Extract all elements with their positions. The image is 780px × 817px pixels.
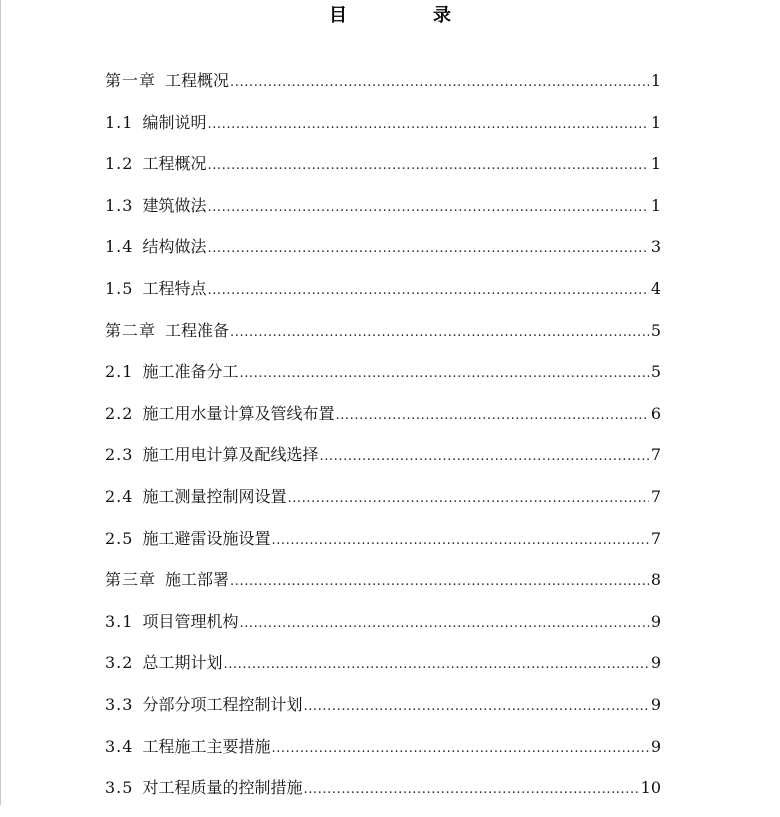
toc-entry-title: 分部分项工程控制计划: [142, 694, 303, 714]
toc-entry-page: 7: [650, 528, 661, 548]
toc-entry-title: 工程概况: [142, 154, 207, 174]
toc-entry[interactable]: [105, 734, 661, 776]
toc-entry-number: 2.4: [105, 486, 134, 506]
toc-entry[interactable]: [105, 151, 661, 193]
dot-leader: [230, 320, 649, 346]
toc-entry[interactable]: [105, 775, 661, 817]
toc-entry-page: 5: [650, 362, 661, 382]
toc-entry-label: [105, 359, 238, 385]
toc-entry-number: 1.1: [105, 112, 134, 132]
toc-entry-page: 9: [650, 694, 661, 714]
toc-entry-title: 施工测量控制网设置: [142, 486, 287, 506]
dot-leader: [239, 611, 648, 637]
toc-entry-number: 第三章: [105, 570, 157, 590]
toc-entry-title: 结构做法: [142, 237, 207, 257]
toc-entry-number: 3.4: [105, 736, 134, 756]
toc-entry-label: [105, 484, 286, 510]
toc-entry-title: 编制说明: [142, 112, 207, 132]
toc-entry-label: [105, 110, 206, 136]
toc-entry-number: 3.5: [105, 778, 134, 798]
toc-entry-title: 工程准备: [165, 320, 230, 340]
toc-entry-number: 1.5: [105, 278, 134, 298]
toc-entry-title: 施工准备分工: [142, 362, 239, 382]
toc-entry-page: 1: [650, 195, 661, 215]
toc-entry[interactable]: [105, 650, 661, 692]
toc-entry-label: [105, 68, 229, 94]
toc-entry-label: [105, 775, 302, 801]
toc-entry-label: [105, 567, 229, 593]
toc-entry-label: [105, 276, 206, 302]
dot-leader: [271, 528, 648, 554]
toc-entry-number: 1.4: [105, 237, 134, 257]
toc-entry[interactable]: [105, 359, 661, 401]
dot-leader: [239, 361, 648, 387]
dot-leader: [223, 652, 648, 678]
toc-entry[interactable]: [105, 567, 661, 609]
toc-entry-title: 施工用电计算及配线选择: [142, 445, 319, 465]
dot-leader: [230, 569, 649, 595]
toc-entry-number: 第一章: [105, 71, 157, 90]
toc-entry-number: 第二章: [105, 320, 157, 340]
toc-entry-title: 总工期计划: [142, 653, 223, 673]
toc-entry-title: 施工用水量计算及管线布置: [142, 403, 335, 423]
toc-entry-label: [105, 442, 318, 468]
toc-entry-number: 1.3: [105, 195, 134, 215]
toc-entry-label: [105, 318, 229, 344]
toc-entry[interactable]: [105, 193, 661, 235]
toc-entry-page: 7: [650, 445, 661, 465]
toc-entry[interactable]: [105, 276, 661, 318]
toc-entry-page: 1: [650, 71, 661, 90]
toc-entry[interactable]: [105, 68, 661, 110]
dot-leader: [207, 112, 648, 138]
toc-entry-title: 工程特点: [142, 278, 207, 298]
toc-entry-label: [105, 401, 334, 427]
toc-entry-page: 1: [650, 154, 661, 174]
dot-leader: [230, 70, 649, 96]
toc-entry-title: 工程概况: [165, 71, 230, 90]
toc-entry-page: 4: [650, 278, 661, 298]
dot-leader: [287, 486, 648, 512]
toc-entry-title: 施工避雷设施设置: [142, 528, 271, 548]
toc-entry[interactable]: [105, 692, 661, 734]
toc-entry[interactable]: [105, 234, 661, 276]
toc-entry-label: [105, 234, 206, 260]
dot-leader: [319, 444, 648, 470]
dot-leader: [303, 694, 648, 720]
page-left-edge: [0, 0, 1, 805]
toc-entry-page: 8: [650, 570, 661, 590]
toc-entry-label: [105, 692, 302, 718]
toc-entry-label: [105, 193, 206, 219]
toc-entry-title: 对工程质量的控制措施: [142, 778, 303, 798]
toc-entry-title: 施工部署: [165, 570, 230, 590]
toc-entry-page: 6: [650, 403, 661, 423]
toc-entry-page: 3: [650, 237, 661, 257]
toc-entry[interactable]: [105, 442, 661, 484]
toc-entry-label: [105, 526, 270, 552]
toc-entry-number: 3.1: [105, 611, 134, 631]
toc-entry-title: 工程施工主要措施: [142, 736, 271, 756]
toc-entry-title: 建筑做法: [142, 195, 207, 215]
toc-entry-page: 9: [650, 611, 661, 631]
table-of-contents: [105, 68, 661, 817]
toc-entry-page: 5: [650, 320, 661, 340]
toc-entry[interactable]: [105, 318, 661, 360]
dot-leader: [207, 236, 648, 262]
toc-entry[interactable]: [105, 526, 661, 568]
dot-leader: [207, 195, 648, 221]
toc-entry-number: 2.1: [105, 362, 134, 382]
toc-entry-label: [105, 609, 238, 635]
toc-entry-title: 项目管理机构: [142, 611, 239, 631]
toc-entry-number: 2.3: [105, 445, 134, 465]
toc-entry-page: 1: [650, 112, 661, 132]
toc-entry-page: 9: [650, 653, 661, 673]
toc-entry-number: 2.5: [105, 528, 134, 548]
toc-entry-page: 10: [640, 778, 661, 798]
toc-entry-number: 2.2: [105, 403, 134, 423]
dot-leader: [207, 278, 648, 304]
toc-entry-number: 3.2: [105, 653, 134, 673]
toc-entry-number: 3.3: [105, 694, 134, 714]
toc-entry-page: 7: [650, 486, 661, 506]
dot-leader: [271, 736, 648, 762]
toc-entry[interactable]: [105, 609, 661, 651]
toc-entry[interactable]: [105, 401, 661, 443]
toc-entry-page: 9: [650, 736, 661, 756]
dot-leader: [207, 153, 648, 179]
toc-entry[interactable]: [105, 484, 661, 526]
dot-leader: [303, 777, 638, 803]
toc-entry[interactable]: [105, 110, 661, 152]
dot-leader: [335, 403, 648, 429]
toc-entry-number: 1.2: [105, 154, 134, 174]
toc-entry-label: [105, 734, 270, 760]
toc-entry-label: [105, 650, 222, 676]
toc-title: 目 录: [329, 5, 485, 26]
toc-entry-label: [105, 151, 206, 177]
